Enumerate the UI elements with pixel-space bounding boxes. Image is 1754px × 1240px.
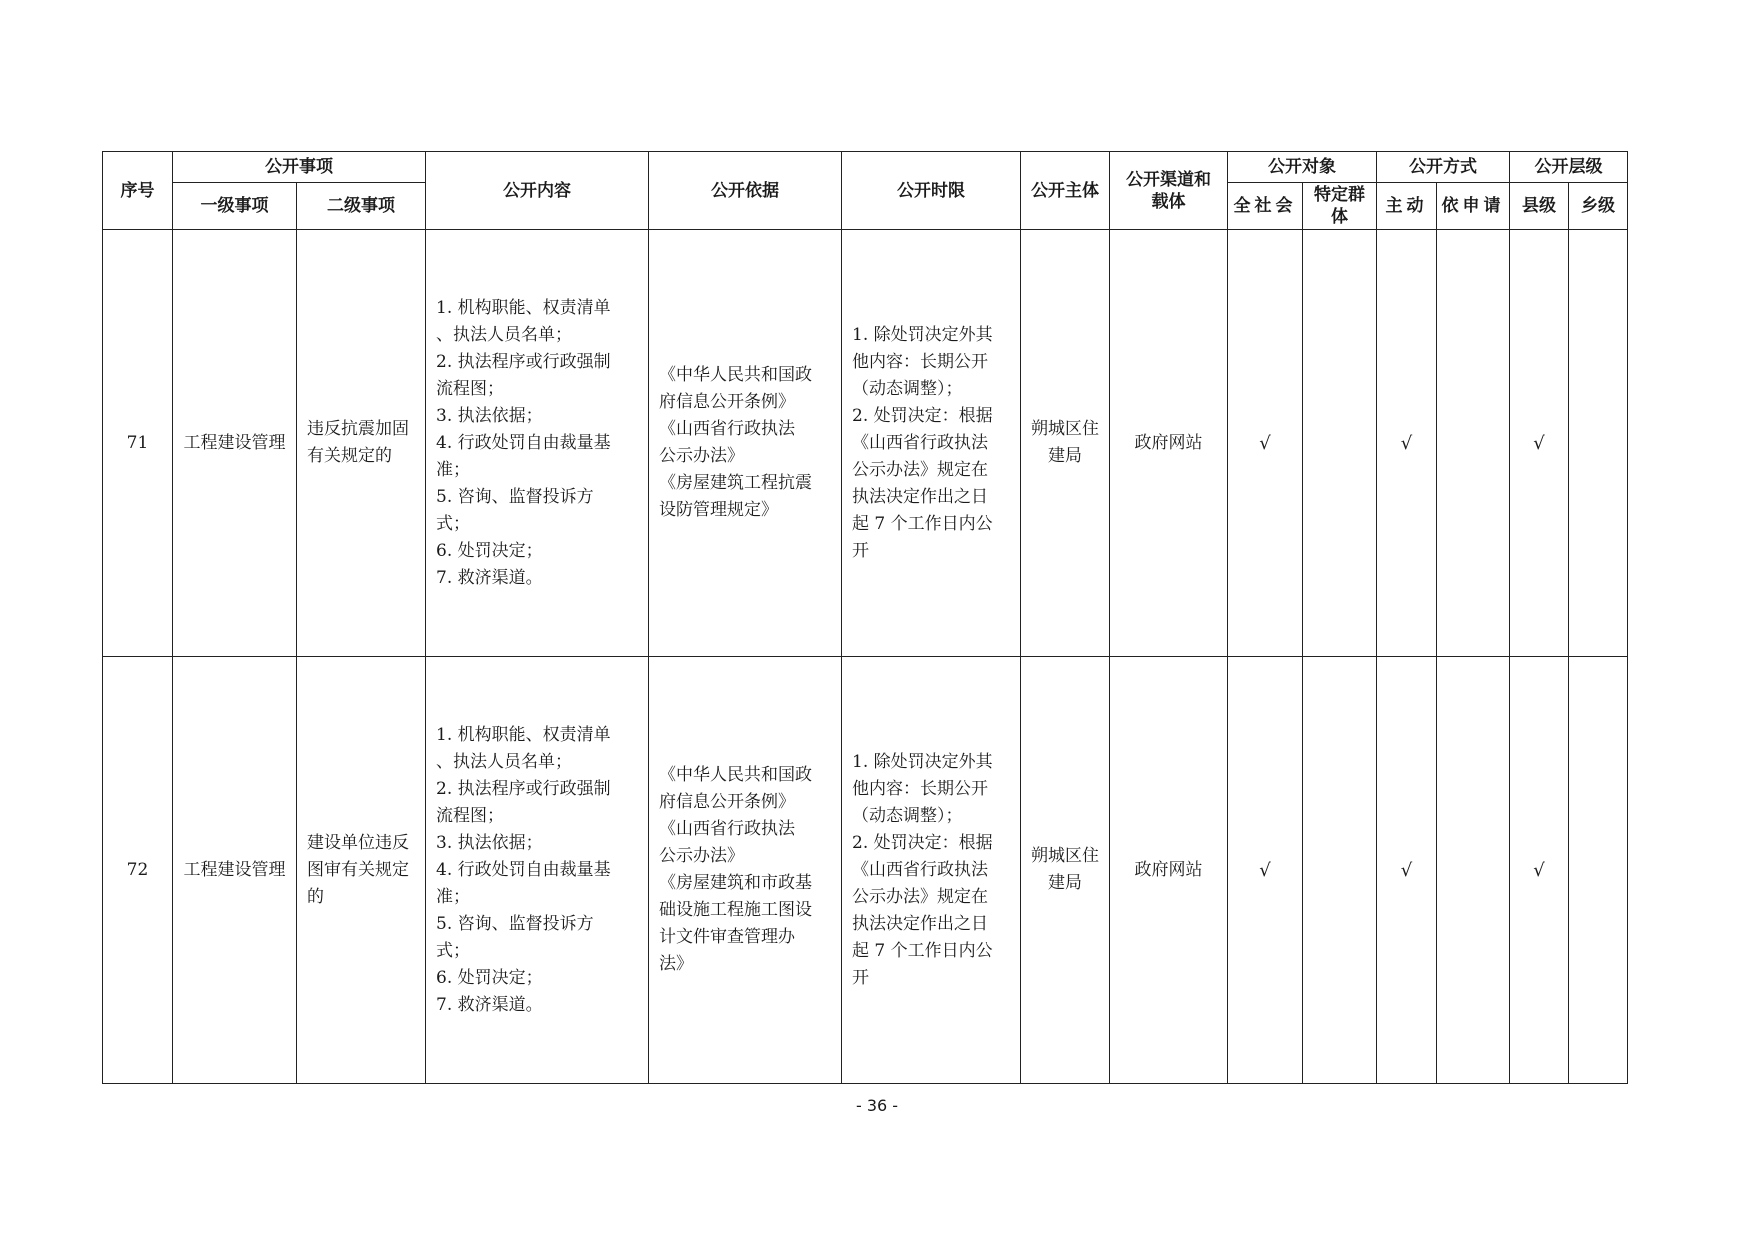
- cell-basis-line: 府信息公开条例》: [659, 792, 795, 812]
- cell-basis-line: 府信息公开条例》: [659, 392, 795, 412]
- cell-method-apply: [1437, 230, 1510, 657]
- cell-level-township: [1569, 657, 1628, 1084]
- cell-seq: 71: [103, 230, 173, 657]
- cell-basis-line: 《中华人民共和国政: [659, 365, 812, 385]
- cell-basis: [649, 230, 842, 657]
- cell-level-county: √: [1510, 657, 1569, 1084]
- table-row: [103, 657, 1628, 1084]
- header-level-township: 乡级: [1569, 183, 1628, 230]
- cell-basis: [649, 657, 842, 1084]
- cell-content-line: 2. 执法程序或行政强制: [436, 778, 611, 799]
- header-items-group: 公开事项: [173, 152, 426, 183]
- cell-time-limit-line: 《山西省行政执法: [852, 859, 988, 880]
- header-method-active: 主动: [1377, 183, 1437, 230]
- cell-basis-line: 《山西省行政执法: [659, 419, 795, 439]
- cell-basis-line: 《山西省行政执法: [659, 819, 795, 839]
- cell-content-line: 流程图；: [436, 378, 504, 399]
- cell-basis-line: 《房屋建筑和市政基: [659, 873, 812, 893]
- header-channel: 公开渠道和载体: [1110, 152, 1228, 230]
- cell-time-limit: [842, 657, 1021, 1084]
- cell-seq: 72: [103, 657, 173, 1084]
- cell-target-all: √: [1228, 230, 1303, 657]
- cell-time-limit-line: 他内容：长期公开: [852, 778, 988, 799]
- cell-time-limit-line: 开: [852, 540, 869, 561]
- cell-content-line: 准；: [436, 459, 470, 480]
- cell-basis-line: 公示办法》: [659, 446, 744, 466]
- cell-level1: 工程建设管理: [173, 657, 297, 1084]
- header-level-county: 县级: [1510, 183, 1569, 230]
- cell-time-limit-line: 公示办法》规定在: [852, 459, 988, 480]
- header-seq: 序号: [103, 152, 173, 230]
- cell-time-limit: [842, 230, 1021, 657]
- cell-content-line: 5. 咨询、监督投诉方: [436, 913, 594, 934]
- cell-basis-line: 设防管理规定》: [659, 500, 778, 520]
- table-body: [103, 230, 1628, 1084]
- cell-method-apply: [1437, 657, 1510, 1084]
- cell-content-line: 1. 机构职能、权责清单: [436, 297, 611, 318]
- cell-content-line: 1. 机构职能、权责清单: [436, 724, 611, 745]
- cell-target-all: √: [1228, 657, 1303, 1084]
- cell-method-active: √: [1377, 657, 1437, 1084]
- cell-time-limit-line: 《山西省行政执法: [852, 432, 988, 453]
- header-time-limit: 公开时限: [842, 152, 1021, 230]
- cell-time-limit-line: 起 7 个工作日内公: [852, 940, 993, 961]
- cell-time-limit-line: 1. 除处罚决定外其: [852, 324, 993, 345]
- cell-time-limit-line: 开: [852, 967, 869, 988]
- cell-subject: 朔城区住建局: [1021, 230, 1110, 657]
- cell-content-line: 6. 处罚决定；: [436, 967, 543, 988]
- header-subject: 公开主体: [1021, 152, 1110, 230]
- cell-content-line: 4. 行政处罚自由裁量基: [436, 432, 611, 453]
- cell-content-line: 6. 处罚决定；: [436, 540, 543, 561]
- cell-basis-line: 计文件审查管理办: [659, 927, 795, 947]
- cell-channel: 政府网站: [1110, 230, 1228, 657]
- cell-content-line: 2. 执法程序或行政强制: [436, 351, 611, 372]
- cell-level2: 建设单位违反图审有关规定的: [297, 657, 426, 1084]
- disclosure-table: [102, 151, 1628, 1084]
- cell-basis-line: 《中华人民共和国政: [659, 765, 812, 785]
- header-basis: 公开依据: [649, 152, 842, 230]
- cell-content-line: 准；: [436, 886, 470, 907]
- cell-content-line: 式；: [436, 513, 470, 534]
- cell-target-specific: [1303, 657, 1377, 1084]
- cell-level1: 工程建设管理: [173, 230, 297, 657]
- cell-time-limit-line: 1. 除处罚决定外其: [852, 751, 993, 772]
- header-target-all: 全社会: [1228, 183, 1303, 230]
- header-target-specific: 特定群体: [1303, 183, 1377, 230]
- cell-time-limit-line: 起 7 个工作日内公: [852, 513, 993, 534]
- cell-time-limit-line: 执法决定作出之日: [852, 486, 988, 507]
- cell-time-limit-line: （动态调整）；: [852, 378, 963, 399]
- page-number: - 36 -: [855, 1096, 899, 1115]
- cell-level-township: [1569, 230, 1628, 657]
- table-row: [103, 230, 1628, 657]
- cell-time-limit-line: 2. 处罚决定：根据: [852, 405, 993, 426]
- cell-basis-line: 公示办法》: [659, 846, 744, 866]
- cell-content-line: 7. 救济渠道。: [436, 567, 543, 588]
- cell-content-line: 式；: [436, 940, 470, 961]
- cell-method-active: √: [1377, 230, 1437, 657]
- header-content: 公开内容: [426, 152, 649, 230]
- disclosure-table-container: [102, 151, 1628, 1084]
- header-level1: 一级事项: [173, 183, 297, 230]
- cell-content-line: 7. 救济渠道。: [436, 994, 543, 1015]
- cell-content-line: 4. 行政处罚自由裁量基: [436, 859, 611, 880]
- cell-content-line: 3. 执法依据；: [436, 405, 543, 426]
- cell-channel: 政府网站: [1110, 657, 1228, 1084]
- header-level-group: 公开层级: [1510, 152, 1628, 183]
- cell-subject: 朔城区住建局: [1021, 657, 1110, 1084]
- cell-level-county: √: [1510, 230, 1569, 657]
- cell-time-limit-line: 他内容：长期公开: [852, 351, 988, 372]
- cell-content: [426, 230, 649, 657]
- cell-content-line: 、执法人员名单；: [436, 751, 572, 772]
- cell-content-line: 、执法人员名单；: [436, 324, 572, 345]
- cell-basis-line: 《房屋建筑工程抗震: [659, 473, 812, 493]
- cell-basis-line: 法》: [659, 954, 693, 974]
- cell-content-line: 流程图；: [436, 805, 504, 826]
- header-level2: 二级事项: [297, 183, 426, 230]
- cell-content: [426, 657, 649, 1084]
- cell-time-limit-line: 2. 处罚决定：根据: [852, 832, 993, 853]
- cell-target-specific: [1303, 230, 1377, 657]
- header-target-group: 公开对象: [1228, 152, 1377, 183]
- cell-content-line: 5. 咨询、监督投诉方: [436, 486, 594, 507]
- cell-time-limit-line: 公示办法》规定在: [852, 886, 988, 907]
- cell-time-limit-line: 执法决定作出之日: [852, 913, 988, 934]
- cell-basis-line: 础设施工程施工图设: [659, 900, 812, 920]
- header-method-group: 公开方式: [1377, 152, 1510, 183]
- header-method-apply: 依申请: [1437, 183, 1510, 230]
- cell-time-limit-line: （动态调整）；: [852, 805, 963, 826]
- cell-content-line: 3. 执法依据；: [436, 832, 543, 853]
- cell-level2: 违反抗震加固有关规定的: [297, 230, 426, 657]
